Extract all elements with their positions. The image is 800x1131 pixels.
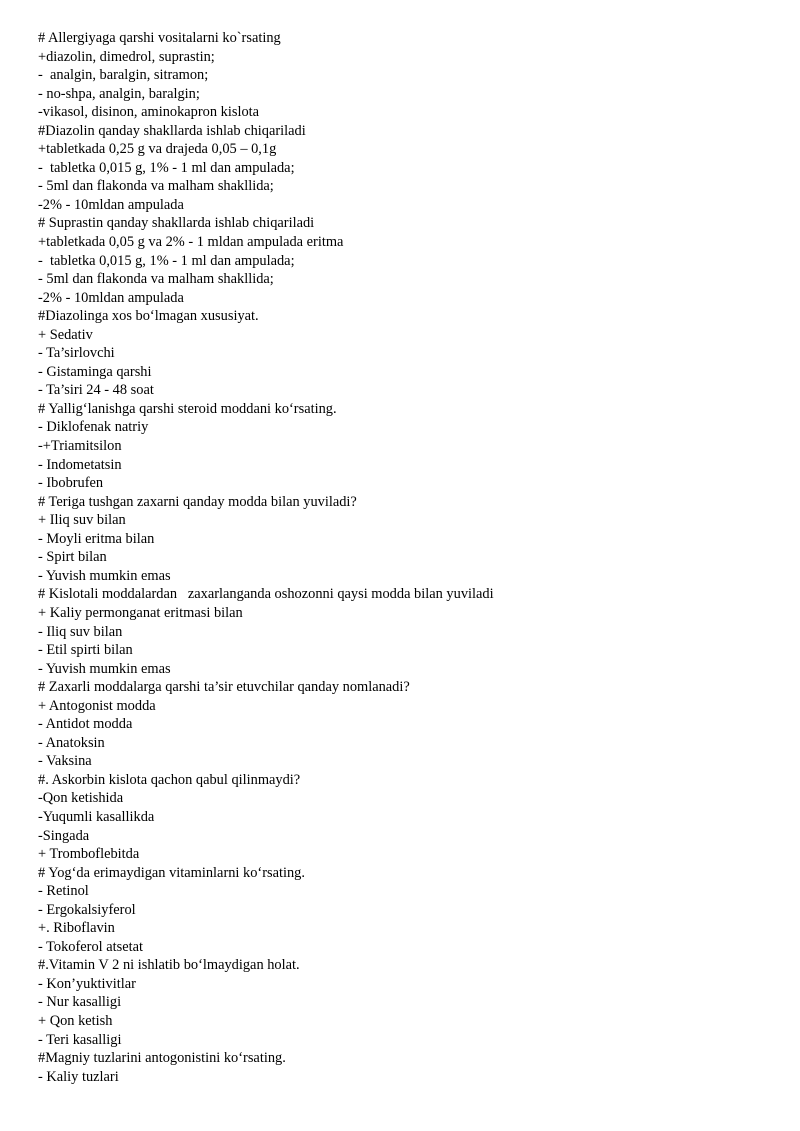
text-line: - no-shpa, analgin, baralgin; [38,85,200,102]
text-line: - Retinol [38,883,89,900]
text-line: - Yuvish mumkin emas [38,567,171,584]
text-line: # Kislotali moddalardan zaxarlanganda oshozonni qaysi modda bilan yuviladi [38,586,494,603]
text-line: - Indometatsin [38,456,122,473]
text-line: - Ergokalsiyferol [38,901,136,918]
text-line: - Anatoksin [38,734,105,751]
text-line: - 5ml dan flakonda va malham shakllida; [38,178,274,195]
text-line: - Kon’yuktivitlar [38,975,136,992]
text-line: # Teriga tushgan zaxarni qanday modda bilan yuviladi? [38,493,357,510]
document-page [38,29,778,1086]
text-line: - Antidot modda [38,716,133,733]
text-line: - Ibobrufen [38,475,104,492]
text-line: #. Askorbin kislota qachon qabul qilinmaydi? [38,771,301,788]
text-line: - tabletka 0,015 g, 1% - 1 ml dan ampulada; [38,252,295,269]
text-line: +tabletkada 0,25 g va drajeda 0,05 – 0,1g [38,141,277,158]
text-line: # Zaxarli moddalarga qarshi ta’sir etuvchilar qanday nomlanadi? [38,679,410,696]
text-line: #Diazolinga xos bo‘lmagan xususiyat. [38,308,259,325]
text-line: - Ta’siri 24 - 48 soat [38,382,154,399]
text-line: - Nur kasalligi [38,994,122,1011]
text-line: + Sedativ [38,326,93,343]
text-line: +tabletkada 0,05 g va 2% - 1 mldan ampulada eritma [38,234,344,251]
text-line: -Qon ketishida [38,790,124,807]
text-line: -Singada [38,827,90,844]
text-line: # Yog‘da erimaydigan vitaminlarni ko‘rsating. [38,864,305,881]
text-line: +. Riboflavin [38,920,115,937]
text-line: - 5ml dan flakonda va malham shakllida; [38,271,274,288]
text-line: #Diazolin qanday shakllarda ishlab chiqariladi [38,122,306,139]
text-line: + Antogonist modda [38,697,156,714]
text-line: -Yuqumli kasallikda [38,808,155,825]
text-line: - Ta’sirlovchi [38,345,115,362]
text-line: + Kaliy permonganat eritmasi bilan [38,604,243,621]
text-line: - tabletka 0,015 g, 1% - 1 ml dan ampulada; [38,159,295,176]
text-line: + Iliq suv bilan [38,512,126,529]
text-line: + Tromboflebitda [38,846,140,863]
text-line: # Yallig‘lanishga qarshi steroid moddani ko‘rsating. [38,400,337,417]
text-line: - analgin, baralgin, sitramon; [38,67,209,84]
text-line: - Etil spirti bilan [38,642,133,659]
text-line: - Tokoferol atsetat [38,938,144,955]
text-line: -+Triamitsilon [38,438,122,455]
text-line: - Diklofenak natriy [38,419,149,436]
text-line: - Gistaminga qarshi [38,363,152,380]
text-line: #.Vitamin V 2 ni ishlatib bo‘lmaydigan holat. [38,957,300,974]
text-line: - Spirt bilan [38,549,107,566]
text-line: -2% - 10mldan ampulada [38,289,184,306]
text-line: - Yuvish mumkin emas [38,660,171,677]
text-line: -2% - 10mldan ampulada [38,196,184,213]
text-line: - Kaliy tuzlari [38,1068,119,1085]
text-line: - Iliq suv bilan [38,623,123,640]
text-line: - Teri kasalligi [38,1031,122,1048]
text-line: -vikasol, disinon, aminokapron kislota [38,104,260,121]
text-line: #Magniy tuzlarini antogonistini ko‘rsating. [38,1050,286,1067]
text-line: - Moyli eritma bilan [38,530,155,547]
text-line: + Qon ketish [38,1012,113,1029]
text-line: +diazolin, dimedrol, suprastin; [38,48,215,65]
text-line: # Allergiyaga qarshi vositalarni ko`rsating [38,30,281,46]
text-line: # Suprastin qanday shakllarda ishlab chiqariladi [38,215,315,232]
text-line: - Vaksina [38,753,92,770]
